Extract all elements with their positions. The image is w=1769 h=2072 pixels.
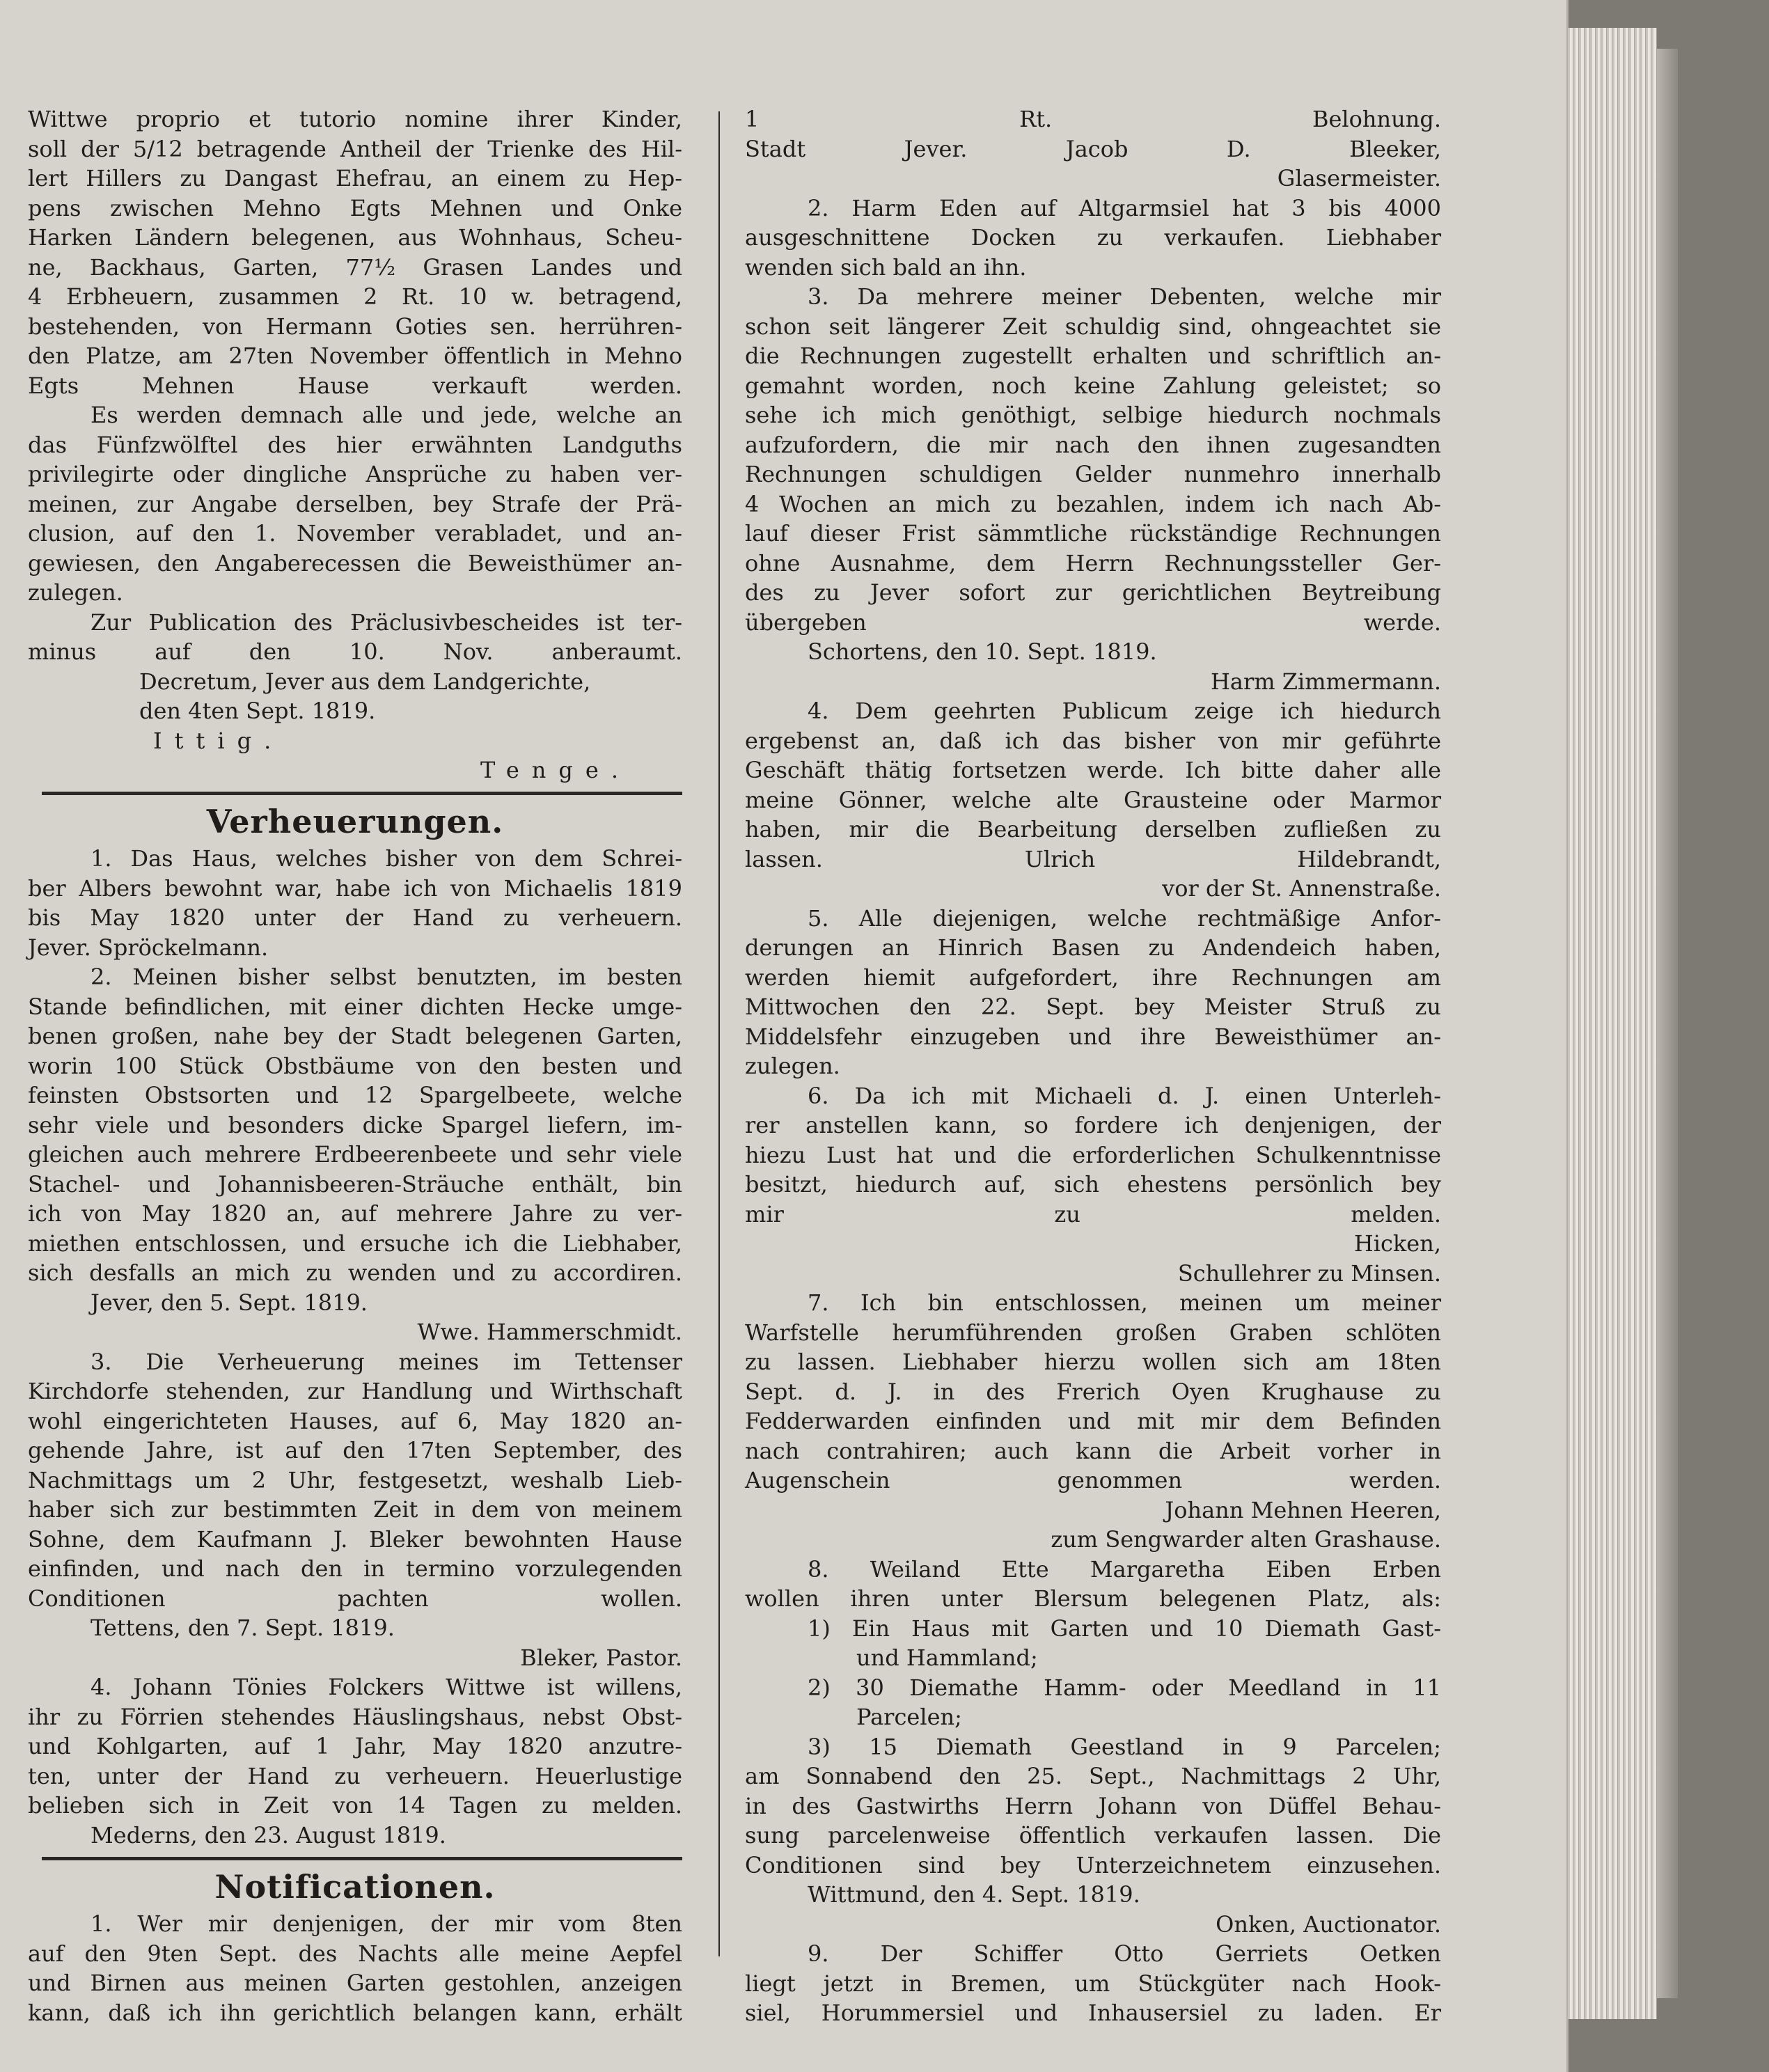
text-line: Wittmund, den 4. Sept. 1819. [808,1881,1140,1908]
left-column [28,104,682,2027]
text-line: und Hammland; [856,1645,1038,1671]
text-line: ohne Ausnahme, dem Herrn Rechnungssteller Ger- [745,549,1441,576]
text-line: lauf dieser Frist sämmtliche rückständige Rechnungen [745,520,1441,547]
text-line: 8. Weiland Ette Margaretha Eiben Erben [808,1555,1441,1583]
text-line: Egts Mehnen Hause verkauft werden. [28,372,682,399]
text-line: Conditionen sind bey Unterzeichnetem einzusehen. [745,1851,1441,1878]
text-line: Wittwe proprio et tutorio nomine ihrer Kinder, [28,106,682,132]
text-line: 1. Wer mir denjenigen, der mir vom 8ten [91,1910,682,1937]
text-line: 2. Meinen bisher selbst benutzten, im besten [91,964,682,990]
text-line: 4. Johann Tönies Folckers Wittwe ist willens, [91,1674,682,1700]
text-line: zu lassen. Liebhaber hierzu wollen sich am 18ten [745,1349,1441,1375]
text-line: Schullehrer zu Minsen. [1177,1259,1441,1287]
text-line: des zu Jever sofort zur gerichtlichen Beytreibung [745,579,1441,606]
text-line: Stachel- und Johannisbeeren-Sträuche enthält, bin [28,1170,682,1198]
text-line: Sept. d. J. in des Frerich Oyen Krughause zu [745,1378,1441,1405]
text-line: die Rechnungen zugestellt erhalten und schriftlich an- [745,343,1441,369]
text-line: liegt jetzt in Bremen, um Stückgüter nach Hook- [745,1970,1441,1997]
text-line: 1. Das Haus, welches bisher von dem Schrei- [91,845,682,872]
text-line: besitzt, hiedurch auf, sich ehestens persönlich bey [745,1171,1441,1198]
text-line: derungen an Hinrich Basen zu Andendeich haben, [745,934,1441,961]
text-line: Harken Ländern belegenen, aus Wohnhaus, Scheu- [28,224,682,251]
text-line: Bleker, Pastor. [520,1644,682,1671]
text-line: 4 Wochen an mich zu bezahlen, indem ich nach Ab- [745,490,1441,517]
text-line: das Fünfzwölftel des hier erwähnten Landguths [28,431,682,458]
text-line: werden hiemit aufgefordert, ihre Rechnungen am [745,964,1441,991]
text-line: nach contrahiren; auch kann die Arbeit vorher in [745,1437,1441,1464]
text-line: wollen ihren unter Blersum belegenen Platz, als: [745,1585,1441,1612]
section-heading-notificationen: Notificationen. [214,1868,496,1906]
text-line: ber Albers bewohnt war, habe ich von Michaelis 1819 [28,874,682,902]
text-line: gemahnt worden, noch keine Zahlung geleistet; so [745,372,1441,399]
text-line: ne, Backhaus, Garten, 77½ Grasen Landes und [28,253,682,281]
text-line: sich desfalls an mich zu wenden und zu accordiren. [28,1259,682,1286]
text-line: am Sonnabend den 25. Sept., Nachmittags 2 Uhr, [745,1763,1441,1789]
text-line: lert Hillers zu Dangast Ehefrau, an einem zu Hep- [28,165,682,191]
text-line: 4. Dem geehrten Publicum zeige ich hiedurch [808,698,1441,724]
signature-ittig: Ittig. [153,727,284,754]
text-line: meine Gönner, welche alte Grausteine oder Marmor [745,786,1441,813]
text-line: Schortens, den 10. Sept. 1819. [808,638,1157,665]
text-line: zum Sengwarder alten Grashause. [1051,1526,1441,1553]
text-line: den Platze, am 27ten November öffentlich in Mehno [28,343,682,369]
text-line: pens zwischen Mehno Egts Mehnen und Onke [28,194,682,221]
text-line: Decretum, Jever aus dem Landgerichte, [139,668,591,695]
text-line: 2. Harm Eden auf Altgarmsiel hat 3 bis 4000 [808,194,1441,221]
signature-row [28,726,682,783]
text-line: Augenschein genommen werden. [745,1467,1441,1493]
page-shadow [1657,49,1678,1998]
text-line: rer anstellen kann, so fordere ich denjenigen, der [745,1112,1441,1138]
text-line: Jever. Spröckelmann. [28,934,269,961]
text-line: Geschäft thätig fortsetzen werde. Ich bitte daher alle [745,757,1441,783]
text-line: hiezu Lust hat und die erforderlichen Schulkenntnisse [745,1141,1441,1168]
text-line: 3. Da mehrere meiner Debenten, welche mir [808,283,1441,310]
text-line: soll der 5/12 betragende Antheil der Trienke des Hil- [28,135,682,162]
text-line: Glasermeister. [1277,165,1441,191]
signature-tenge: Tenge. [480,756,631,783]
column-rule [718,111,720,1956]
text-line: auf den 9ten Sept. des Nachts alle meine Aepfel [28,1940,682,1967]
text-line: privilegirte oder dingliche Ansprüche zu haben ver- [28,461,682,487]
text-line: ihr zu Förrien stehendes Häuslingshaus, nebst Obst- [28,1703,682,1730]
text-line: Jever, den 5. Sept. 1819. [91,1289,368,1316]
text-line: aufzufordern, die mir nach den ihnen zugesandten [745,431,1441,458]
text-line: Mittwochen den 22. Sept. bey Meister Struß zu [745,994,1441,1020]
text-line: 1 Rt. Belohnung. [745,106,1441,132]
text-line: meinen, zur Angabe derselben, bey Strafe der Prä- [28,490,682,517]
text-line: Es werden demnach alle und jede, welche an [91,402,682,428]
text-line: Onken, Auctionator. [1216,1910,1441,1938]
text-line: lassen. Ulrich Hildebrandt, [745,845,1441,872]
text-line: haber sich zur bestimmten Zeit in dem von meinem [28,1496,682,1523]
text-line: 4 Erbheuern, zusammen 2 Rt. 10 w. betragend, [28,283,682,310]
text-line: 2) 30 Diemathe Hamm- oder Meedland in 11 [808,1674,1441,1701]
text-line: Mederns, den 23. August 1819. [91,1821,446,1849]
text-line: und Kohlgarten, auf 1 Jahr, May 1820 anzutre- [28,1733,682,1759]
section-divider [42,792,682,795]
text-line: ich von May 1820 an, auf mehrere Jahre zu ver- [28,1200,682,1227]
text-line: worin 100 Stück Obstbäume von den besten und [28,1052,682,1079]
text-line: Kirchdorfe stehenden, zur Handlung und Wirthschaft [28,1378,682,1404]
text-line: Stande befindlichen, mit einer dichten Hecke umge- [28,993,682,1020]
text-line: Warfstelle herumführenden großen Graben schlöten [745,1319,1441,1346]
text-line: Nachmittags um 2 Uhr, festgesetzt, weshalb Lieb- [28,1466,682,1493]
text-line: Stadt Jever. Jacob D. Bleeker, [745,135,1441,162]
text-line: Harm Zimmermann. [1211,668,1441,695]
text-line: siel, Horummersiel und Inhausersiel zu laden. Er [745,2000,1441,2026]
text-line: 3. Die Verheuerung meines im Tettenser [91,1348,682,1375]
section-divider [42,1857,682,1860]
text-line: gleichen auch mehrere Erdbeerenbeete und sehr viele [28,1141,682,1168]
text-line: minus auf den 10. Nov. anberaumt. [28,638,682,665]
text-line: mir zu melden. [745,1200,1441,1227]
text-line: Sohne, dem Kaufmann J. Bleker bewohnten Hause [28,1525,682,1553]
text-line: miethen entschlossen, und ersuche ich die Liebhaber, [28,1230,682,1257]
text-line: Middelsfehr einzugeben und ihre Beweisthümer an- [745,1023,1441,1050]
text-line: wenden sich bald an ihn. [745,253,1027,281]
text-line: und Birnen aus meinen Garten gestohlen, anzeigen [28,1970,682,1996]
text-line: einfinden, und nach den in termino vorzulegenden [28,1555,682,1582]
text-line: haben, mir die Bearbeitung derselben zufließen zu [745,816,1441,842]
text-line: Fedderwarden einfinden und mit mir dem Befinden [745,1408,1441,1434]
text-line: belieben sich in Zeit von 14 Tagen zu melden. [28,1792,682,1819]
page-fore-edge [1568,28,1657,2019]
text-line: zulegen. [745,1053,840,1079]
text-line: 6. Da ich mit Michaeli d. J. einen Unterleh- [808,1082,1441,1109]
text-line: benen großen, nahe bey der Stadt belegenen Garten, [28,1023,682,1049]
text-line: sehe ich mich genöthigt, selbige hiedurch nochmals [745,402,1441,428]
text-line: Rechnungen schuldigen Gelder nunmehro innerhalb [745,461,1441,487]
text-line: ausgeschnittene Docken zu verkaufen. Liebhaber [745,224,1441,251]
text-line: sehr viele und besonders dicke Spargel liefern, im- [28,1111,682,1138]
text-line: gehende Jahre, ist auf den 17ten September, des [28,1437,682,1463]
text-line: Zur Publication des Präclusivbescheides ist ter- [91,609,682,636]
text-line: Hicken, [1353,1230,1441,1257]
text-line: den 4ten Sept. 1819. [139,698,376,724]
text-line: Tettens, den 7. Sept. 1819. [91,1615,395,1641]
text-line: clusion, auf den 1. November verabladet, und an- [28,520,682,547]
text-line: sung parcelenweise öffentlich verkaufen lassen. Die [745,1822,1441,1849]
text-line: bestehenden, von Hermann Goties sen. herrühren- [28,313,682,340]
text-line: übergeben werde. [745,609,1441,636]
text-line: vor der St. Annenstraße. [1162,875,1441,902]
text-line: zulegen. [28,579,123,606]
text-line: Parcelen; [856,1704,962,1730]
text-line: in des Gastwirths Herrn Johann von Düffel Behau- [745,1792,1441,1819]
text-line: 7. Ich bin entschlossen, meinen um meiner [808,1289,1441,1316]
text-line: feinsten Obstsorten und 12 Spargelbeete, welche [28,1082,682,1108]
text-line: Conditionen pachten wollen. [28,1585,682,1612]
text-line: ergebenst an, daß ich das bisher von mir geführte [745,727,1441,754]
text-line: schon seit längerer Zeit schuldig sind, ohngeachtet sie [745,313,1441,340]
text-line: 5. Alle diejenigen, welche rechtmäßige Anfor- [808,904,1441,932]
right-column [745,104,1441,2028]
text-line: kann, daß ich ihn gerichtlich belangen kann, erhält [28,1999,682,2026]
text-line: 3) 15 Diemath Geestland in 9 Parcelen; [808,1733,1441,1760]
text-line: Wwe. Hammerschmidt. [417,1319,682,1345]
text-line: wohl eingerichteten Hauses, auf 6, May 1820 an- [28,1407,682,1434]
text-line: Johann Mehnen Heeren, [1165,1496,1441,1523]
text-line: bis May 1820 unter der Hand zu verheuern. [28,904,682,931]
section-heading-verheuerungen: Verheuerungen. [206,803,504,840]
text-line: 1) Ein Haus mit Garten und 10 Diemath Gast- [808,1615,1441,1642]
text-line: 9. Der Schiffer Otto Gerriets Oetken [808,1940,1441,1967]
text-line: gewiesen, den Angaberecessen die Beweisthümer an- [28,549,682,576]
text-line: ten, unter der Hand zu verheuern. Heuerlustige [28,1762,682,1789]
